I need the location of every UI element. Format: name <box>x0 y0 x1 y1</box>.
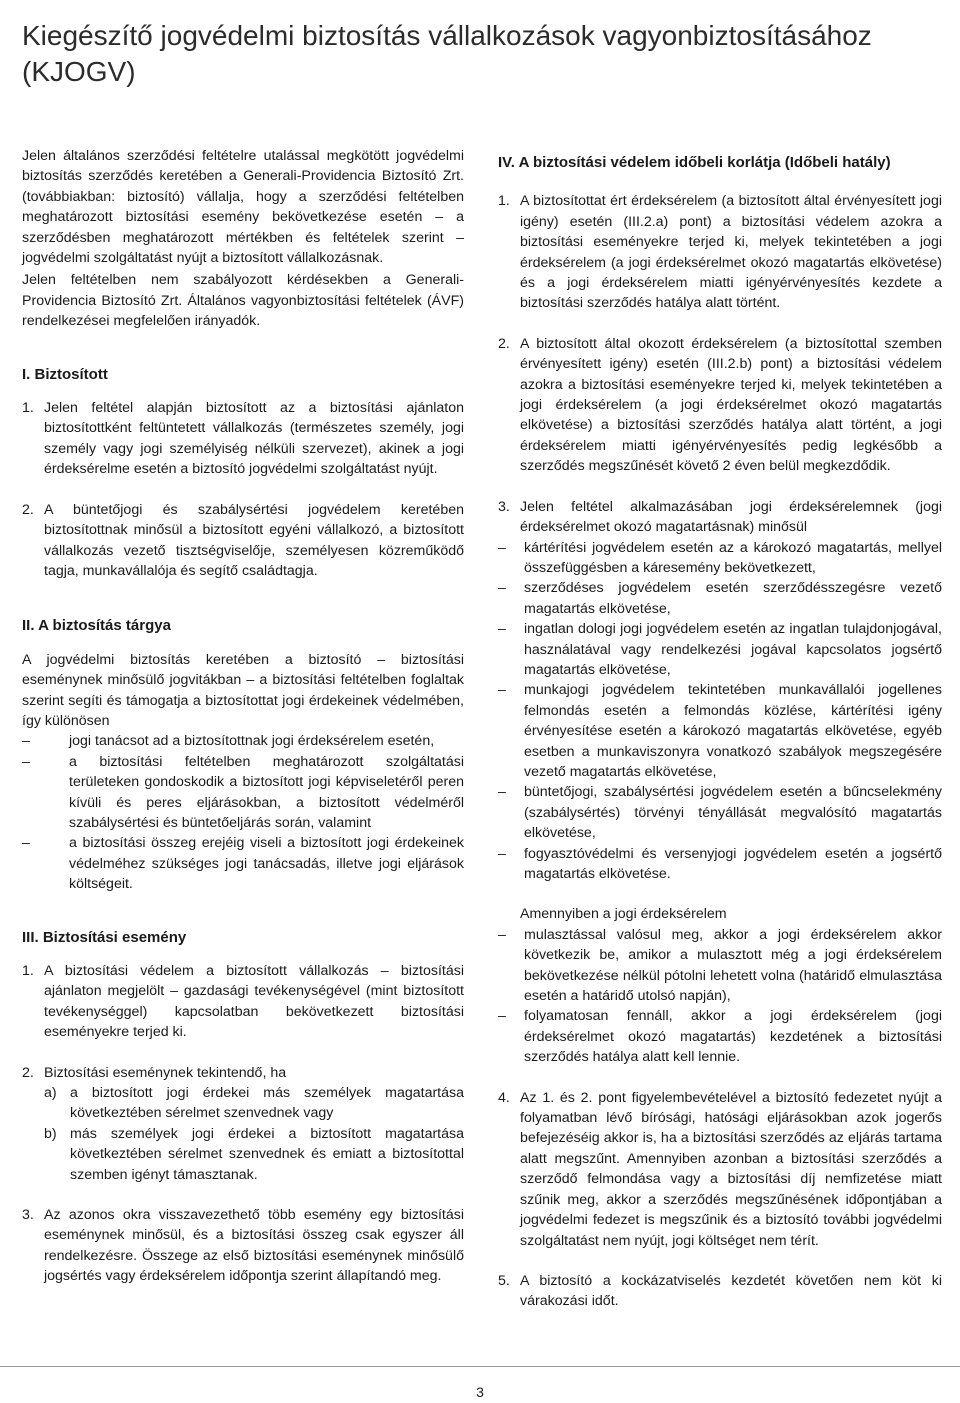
s4-item-4 <box>498 1088 942 1251</box>
dash-bullet: – <box>22 753 30 770</box>
list-item <box>498 1006 942 1067</box>
s1-item-1 <box>22 398 464 480</box>
list-item <box>498 925 942 1007</box>
item-number: 1. <box>498 193 510 210</box>
page-number: 3 <box>476 1384 484 1400</box>
list-item-text: kártérítési jogvédelem esetén az a károkozó magatartás, mellyel összefüggésben a káresemény bekövetkezett, <box>524 539 942 576</box>
s3-item-1 <box>22 961 464 1043</box>
s4-item-3 <box>498 497 942 538</box>
s3-item-3 <box>22 1205 464 1287</box>
list-item <box>22 833 464 894</box>
sub-item-b <box>44 1124 464 1185</box>
list-item-text: jogi tanácsot ad a biztosítottnak jogi érdeksérelem esetén, <box>69 733 435 750</box>
item-number: 1. <box>22 400 34 417</box>
list-item-text: szerződéses jogvédelem esetén szerződésszegésre vezető magatartás elkövetése, <box>524 580 942 617</box>
list-item-text: mulasztással valósul meg, akkor a jogi érdeksérelem akkor következik be, amikor a mulasztott még a jogi érdeksérelem bekövetkezése nélkül pótolni lehetett volna (határidő elmulasztása esetén a határidő utolsó napján), <box>524 926 942 1005</box>
sub-item-a <box>44 1083 464 1124</box>
s1-item-2 <box>22 500 464 582</box>
list-item-text: a biztosítási összeg erejéig viseli a biztosított jogi érdekeinek védelméhez szükséges jogi tanácsadás, illetve jogi eljárások költségeit. <box>69 835 464 893</box>
sub-item-letter: a) <box>44 1085 57 1102</box>
item-number: 5. <box>498 1272 510 1289</box>
item-number: 2. <box>498 335 510 352</box>
item-text: Az 1. és 2. pont figyelembevételével a biztosító fedezetet nyújt a folyamatban lévő bírósági, hatósági eljárásokban azok jogerős befejezéséig akkor is, ha a biztosítási szerződés az eljárás tartama alatt megszűnt. Amennyiben azonban a biztosítási szerződés a szerződő felmondása vagy a biztosítási díj nemfizetése miatt szűnik meg, akkor a szerződés megszűnésének időpontjában a jogvédelmi fedezet is megszűnik és a biztosító további jogvédelmi szolgáltatást nem nyújt, jogi költséget nem térít. <box>520 1089 942 1249</box>
item-text: A biztosító a kockázatviselés kezdetét követően nem köt ki várakozási időt. <box>520 1272 942 1310</box>
item-number: 1. <box>22 963 34 979</box>
sub-item-text: a biztosított jogi érdekei más személyek magatartása következtében sérelmet szenvednek vagy <box>70 1085 464 1122</box>
item-text: A biztosított által okozott érdeksérelem (a biztosítottal szemben érvényesített igény) esetén (III.2.b) pont) a biztosítási védelem azokra a biztosítási eseményekre terjed ki, melyek tekintetében a jogi érdeksérelem (a jogi érdeksérelmet okozó magatartás elkövetése) a biztosítási szerződés hatálya alatt történt, a jogi érdeksérelem miatti igényérvényesítés pedig legkésőbb a szerződés megszűnését követő 2 éven belül megkezdődik. <box>520 335 942 475</box>
list-item <box>22 731 464 751</box>
item-number: 3. <box>498 498 510 515</box>
item-text: Jelen feltétel alkalmazásában jogi érdeksérelemnek (jogi érdeksérelmet okozó magatartásnak) minősül <box>520 498 942 536</box>
section-3-heading: III. Biztosítási esemény <box>22 928 187 946</box>
list-item-text: büntetőjogi, szabálysértési jogvédelem esetén a bűncselekmény (szabálysértés) törvényi tényállását megvalósító magatartás elkövetése, <box>524 784 942 842</box>
right-column <box>498 153 942 1312</box>
item-text: Biztosítási eseménynek tekintendő, ha <box>44 1064 287 1081</box>
dash-bullet: – <box>498 621 506 638</box>
list-item <box>498 578 942 619</box>
section-2-heading: II. A biztosítás tárgya <box>22 617 171 635</box>
intro-paragraph-1: Jelen általános szerződési feltételre utalással megkötött jogvédelmi biztosítás szerződés keretében a Generali-Providencia Biztosító Zrt. (továbbiakban: biztosító) vállalja, hogy a szerződési feltételben meghatározott biztosítási esemény bekövetkezése esetén – a szerződésben meghatározott mértékben és feltételek szerint – jogvédelmi szolgáltatást nyújt a biztosított vállalkozásnak. <box>22 148 464 267</box>
item-text: A büntetőjogi és szabálysértési jogvédelem keretében biztosítottnak minősül a biztosított egyéni vállalkozó, a biztosított vállalkozás vezető tisztségviselője, személyesen közreműködő tagja, munkavállalója és segítő családtagja. <box>44 501 464 579</box>
item-number: 3. <box>22 1207 34 1224</box>
dash-bullet: – <box>498 1008 506 1025</box>
left-column <box>22 146 464 1287</box>
section-1-heading: I. Biztosított <box>22 365 108 383</box>
s3-subitems <box>44 1083 464 1185</box>
footer-divider <box>0 1366 960 1367</box>
s4-list-1 <box>498 538 942 885</box>
dash-bullet: – <box>22 835 30 852</box>
item-text: A biztosítottat ért érdeksérelem (a biztosított által érvényesített jogi igény) esetén (III.2.a) pont) a biztosítási védelem azokra a biztosítási eseményekre terjed ki, melyek tekintetében a jogi érdeksérelem (a jogi érdeksérelmet okozó magatartás elkövetése) és a jogi érdeksérelem miatti igényérvényesítés kezdete a biztosítási szerződés hatálya alatt történt. <box>520 193 942 312</box>
list-item <box>498 680 942 782</box>
s2-paragraph: A jogvédelmi biztosítás keretében a biztosító – biztosítási eseménynek minősülő jogvitákban – a biztosítási feltételben foglaltak szerint segíti és támogatja a biztosítottat jogi érdekeinek védelmében, így különösen <box>22 651 464 729</box>
s4-item-2 <box>498 334 942 477</box>
item-text: Az azonos okra visszavezethető több esemény egy biztosítási eseménynek minősül, és a biztosítási összeg csak egyszer áll rendelkezésre. Összege az első biztosítási eseménynek minősülő jogsértés vagy érdeksérelem időpontja szerint állapítandó meg. <box>44 1207 464 1285</box>
intro-paragraph-2: Jelen feltételben nem szabályozott kérdésekben a Generali-Providencia Biztosító Zrt. Általános vagyonbiztosítási feltételek (ÁVF) rendelkezései megfelelően irányadók. <box>22 272 464 330</box>
sub-item-letter: b) <box>44 1125 57 1142</box>
s3-item-2 <box>22 1063 464 1083</box>
dash-bullet: – <box>498 682 506 699</box>
s2-list <box>22 731 464 894</box>
s4-item-1 <box>498 191 942 313</box>
item-number: 2. <box>22 501 34 518</box>
document-title: Kiegészítő jogvédelmi biztosítás vállalkozások vagyonbiztosításához (KJOGV) <box>22 20 872 87</box>
dash-bullet: – <box>498 926 506 943</box>
dash-bullet: – <box>498 845 506 862</box>
s4-after-text: Amennyiben a jogi érdeksérelem <box>520 906 727 923</box>
list-item <box>22 752 464 834</box>
list-item-text: a biztosítási feltételben meghatározott szolgáltatási területeken gondoskodik a biztosított jogi képviseletéről peren kívüli és peres eljárásokban, a biztosított védelméről szabálysértési és büntetőeljárás során, valamint <box>69 753 464 831</box>
list-item <box>498 619 942 680</box>
section-4-heading: IV. A biztosítási védelem időbeli korlátja (Időbeli hatály) <box>498 154 891 171</box>
dash-bullet: – <box>498 539 506 556</box>
item-text: Jelen feltétel alapján biztosított az a biztosítási ajánlaton biztosítottként feltüntetett vállalkozás (természetes személy, jogi személy vagy jogi személyiség nélküli szervezet), akinek a jogi érdeksérelme esetén a biztosító jogvédelmi szolgáltatást nyújt. <box>44 400 464 478</box>
list-item <box>498 538 942 579</box>
list-item-text: fogyasztóvédelmi és versenyjogi jogvédelem esetén a jogsértő magatartás elkövetése. <box>524 845 942 882</box>
dash-bullet: – <box>22 733 30 750</box>
s4-list-2 <box>498 925 942 1068</box>
item-number: 4. <box>498 1089 510 1106</box>
list-item <box>498 782 942 843</box>
item-number: 2. <box>22 1064 34 1081</box>
dash-bullet: – <box>498 580 506 597</box>
dash-bullet: – <box>498 784 506 801</box>
s4-item-5 <box>498 1271 942 1312</box>
list-item-text: munkajogi jogvédelem tekintetében munkavállalói jogellenes felmondás esetén a felmondás közlése, kártérítési igény érvényesítése esetén a károkozó magatartás elkövetése, egyéb esetben a munkaviszonyra vonatkozó szabályok megszegésére vezető magatartás elkövetése, <box>524 682 942 780</box>
list-item-text: ingatlan dologi jogi jogvédelem esetén az ingatlan tulajdonjogával, használatával vagy rendelkezési jogával kapcsolatos jogsértő magatartás elkövetése, <box>524 621 942 678</box>
sub-item-text: más személyek jogi érdekei a biztosított magatartása következtében sérelmet szenvednek és emiatt a biztosítottal szemben igényt támasztanak. <box>70 1125 464 1183</box>
list-item <box>498 844 942 885</box>
item-text: A biztosítási védelem a biztosított vállalkozás – biztosítási ajánlaton megjelölt – gazdasági tevékenységével (mint biztosított tevékenységgel) kapcsolatban bekövetkezett biztosítási eseményekre terjed ki. <box>44 963 464 1041</box>
list-item-text: folyamatosan fennáll, akkor a jogi érdeksérelem (jogi érdeksérelmet okozó magatartás) kezdetének a biztosítási szerződés hatálya alatt kell lennie. <box>524 1008 942 1066</box>
